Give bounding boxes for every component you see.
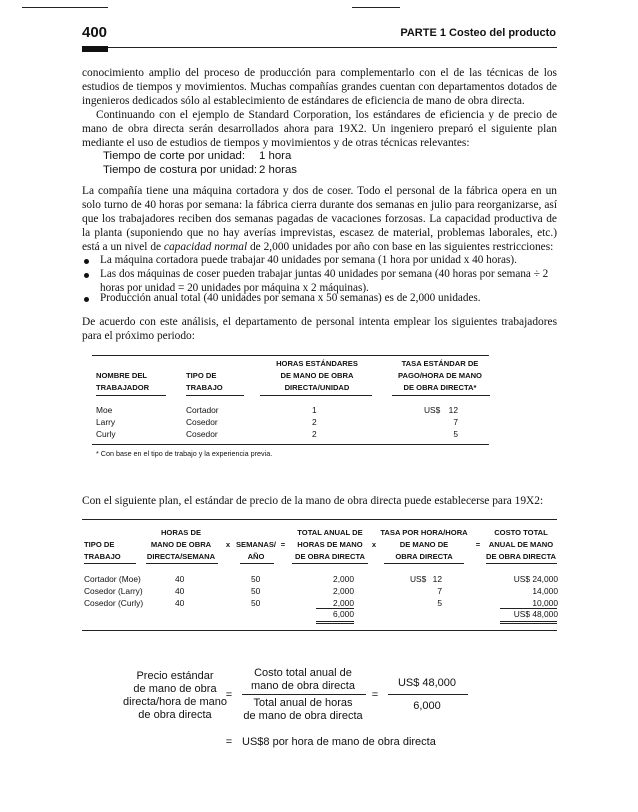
capacity-text-after: de 2,000 unidades por año con base en las siguientes restricciones: [247,241,554,253]
cell-costo-sum: US$ 48,000 [513,609,558,619]
fraction-bar [242,694,366,695]
table1-header-nombre: NOMBRE DEL TRABAJADOR [96,371,150,392]
formula-lhs: Precio estándar de mano de obra directa/hora de mano de obra directa [123,670,227,721]
cell-tasa: 5 [453,429,458,439]
cell-costo: 14,000 [532,586,558,596]
table1-header-horas: HORAS ESTÁNDARES DE MANO DE OBRA DIRECTA/UNIDAD [276,359,358,392]
cell-nombre: Larry [96,417,116,427]
table2-col-rule [384,563,464,564]
table2-header-tipo: TIPO DE TRABAJO [84,540,121,561]
table2-col-rule [292,563,368,564]
fraction-bar-value [388,694,468,695]
formula-numerator-value: US$ 48,000 [397,677,457,689]
table1-top-rule [92,355,489,356]
cell-tasa: 7 [437,586,442,596]
bullet-item: Las dos máquinas de coser pueden trabajar juntas 40 unidades por semana (40 horas por semana ÷ 2 horas por unidad = 20 unidades por máquina x 2 máquinas). [100,268,549,294]
table2-op-eq2: = [475,540,481,549]
formula-numerator: Costo total anual de mano de obra directa [251,667,355,692]
time-value: 2 horas [259,164,297,176]
formula-equals-2: = [371,689,379,701]
part-title: Costeo del producto [449,27,556,39]
table2-header-total: TOTAL ANUAL DE HORAS DE MANO DE OBRA DIRECTA [294,528,366,561]
table2-col-rule [240,563,274,564]
cell-tipo: Cosedor (Curly) [84,598,144,608]
time-row-sew [103,164,297,176]
table-row [96,404,496,416]
table-row [96,416,496,428]
cell-total: 2,000 [333,574,354,584]
cell-costo: 10,000 [532,598,558,608]
totals-row [84,608,558,620]
cell-tasa: 12 [432,574,442,584]
double-rule [500,623,557,624]
table-row [84,573,558,585]
cell-total-sum: 6,000 [333,609,354,619]
cell-horas: 2 [312,417,317,427]
table2-op-x1: x [225,540,231,549]
table2-header-horas: HORAS DE MANO DE OBRA DIRECTA/SEMANA [146,528,216,561]
cell-semanas: 50 [251,598,261,608]
table2-header-tasa: TASA POR HORA/HORA DE MANO DE OBRA DIRECTA [380,528,468,561]
table1-col-rule [392,395,490,396]
time-row-cut [103,150,291,162]
table1-footnote: * Con base en el tipo de trabajo y la experiencia previa. [96,449,273,458]
cell-tipo: Cortador (Moe) [84,574,141,584]
table-row [84,585,558,597]
intro-paragraph-1: conocimiento amplio del proceso de producción para complementarlo con el de las técnicas de los estudios de tiempos y movimientos. Muchas compañías grandes cuentan con departamentos dotados de ingenieros dedicados sólo al establecimiento de estándares de eficiencia de mano de obra directa. [82,67,557,107]
cell-nombre: Moe [96,405,113,415]
table2-col-rule [486,563,557,564]
table2-op-x2: x [371,540,377,549]
double-rule [316,623,354,624]
cell-horas: 40 [175,598,185,608]
table1-header-tasa: TASA ESTÁNDAR DE PAGO/HORA DE MANO DE OBRA DIRECTA* [398,359,482,392]
table1-col-rule [96,395,166,396]
formula-equals-1: = [225,689,233,701]
formula-equals-3: = [225,736,233,748]
table1-header-tipo: TIPO DE TRABAJO [186,371,223,392]
bullet-item: Producción anual total (40 unidades por semana x 50 semanas) es de 2,000 unidades. [100,292,481,304]
bullet-dot [84,259,89,264]
cell-tasa: 7 [453,417,458,427]
table2-op-eq1: = [280,540,286,549]
bullet-dot [84,273,89,278]
formula-denominator: Total anual de horas de mano de obra directa [243,697,363,722]
time-value: 1 hora [259,150,292,162]
intro-paragraph-2-text: Continuando con el ejemplo de Standard Corporation, los estándares de eficiencia y de precio de mano de obra directa serán desarrollados ahora para 19X2. Un ingeniero preparó el siguiente plan mediante el uso de estudios de tiempos y movimientos y de otras técnicas relevantes: [82,109,557,149]
cell-horas: 40 [175,574,185,584]
formula-denominator-value: 6,000 [413,700,441,712]
double-rule [316,621,354,622]
table2-header-semanas: SEMANAS/ AÑO [235,540,277,561]
cell-total: 2,000 [333,586,354,596]
table2-header-costo: COSTO TOTAL ANUAL DE MANO DE OBRA DIRECTA [485,528,557,561]
cell-tipo: Cosedor (Larry) [84,586,143,596]
cell-tasa: 12 [448,405,458,415]
page-number: 400 [82,24,108,41]
capacity-paragraph [82,184,557,254]
cell-currency: US$ [410,574,427,584]
cell-tipo: Cosedor [186,417,218,427]
cell-semanas: 50 [251,574,261,584]
cell-costo: US$ 24,000 [513,574,558,584]
top-rule-left [22,7,108,8]
capacity-text-emphasis: capacidad normal [163,241,248,253]
time-label: Tiempo de costura por unidad: [103,164,258,176]
cell-horas: 40 [175,586,185,596]
cell-currency: US$ [424,405,441,415]
cell-horas: 1 [312,405,317,415]
table2-top-rule [82,519,557,520]
table-row [96,428,496,440]
time-label: Tiempo de corte por unidad: [103,150,246,162]
cell-tasa: 5 [437,598,442,608]
top-rule-right [352,7,400,8]
bullet-item: La máquina cortadora puede trabajar 40 unidades por semana (1 hora por unidad x 40 horas). [100,254,517,266]
double-rule [500,621,557,622]
table2-bottom-rule [82,630,557,631]
table2-col-rule [84,563,136,564]
capacity-text-before: La compañía tiene una máquina cortadora y dos de coser. Todo el personal de la fábrica opera en un solo turno de 40 horas por semana: la fábrica cierra durante dos semanas en julio para reorganizarse, así que los trabajadores reciben dos semanas pagadas de vacaciones forzosas. La capacidad productiva de la planta (suponiendo que no hay averías imprevistas, escasez de material, problemas laborales, etc.) está a un nivel de [82,185,557,253]
cell-tipo: Cortador [186,405,219,415]
plan-intro: Con el siguiente plan, el estándar de precio de la mano de obra directa puede establecerse para 19X2: [82,495,544,507]
cell-nombre: Curly [96,429,116,439]
table1-bottom-rule [92,444,489,445]
part-label: PARTE 1 [400,27,446,39]
cell-tipo: Cosedor [186,429,218,439]
formula-result: US$8 por hora de mano de obra directa [242,736,436,748]
running-header [400,27,556,39]
table2-col-rule [146,563,218,564]
header-rule [82,47,557,48]
cell-horas: 2 [312,429,317,439]
table1-col-rule [260,395,372,396]
cell-total: 2,000 [333,598,354,608]
personnel-intro: De acuerdo con este análisis, el departamento de personal intenta emplear los siguientes trabajadores para el próximo periodo: [82,316,557,342]
intro-paragraph-2 [82,108,557,150]
table1-col-rule [186,395,244,396]
cell-semanas: 50 [251,586,261,596]
header-block [82,46,108,52]
bullet-dot [84,297,89,302]
